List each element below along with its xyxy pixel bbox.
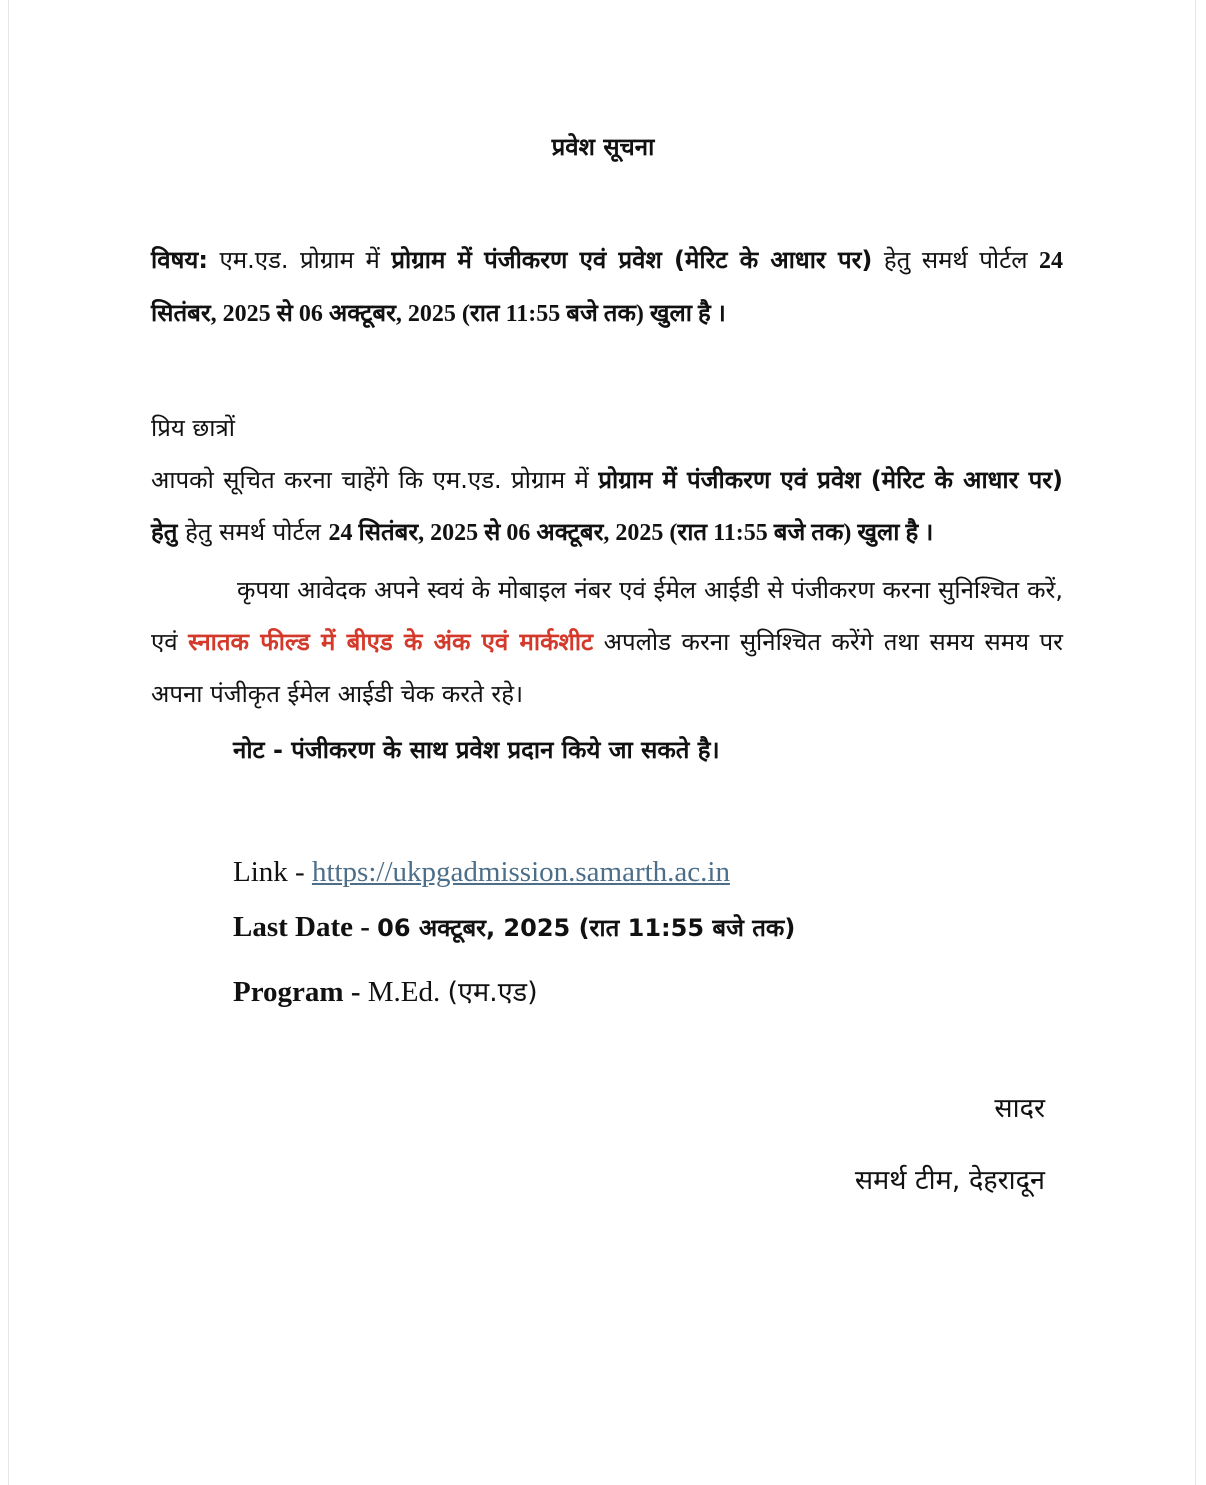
subject-label: विषय: [151, 246, 208, 274]
note-text: नोट - पंजीकरण के साथ प्रवेश प्रदान किये जा सकते है। [233, 736, 720, 764]
closing-text: सादर [994, 1093, 1045, 1124]
last-date-label: Last Date - [233, 911, 378, 943]
subject-text-1: एम.एड. प्रोग्राम में [207, 246, 392, 274]
program-value: M.Ed. [367, 976, 448, 1008]
last-date-value: 06 अक्टूबर, 2025 (रात 11:55 बजे तक) [377, 914, 796, 942]
request-text-2: अपलोड करना सुनिश्चित करेंगे तथा समय समय पर अपना पंजीकृत ईमेल आईडी चेक करते रहे। [151, 628, 1063, 708]
info-text-1: आपको सूचित करना चाहेंगे कि एम.एड. प्रोग्राम में [151, 466, 599, 494]
admission-portal-link[interactable]: https://ukpgadmission.samarth.ac.in [311, 856, 730, 888]
request-paragraph [151, 564, 1063, 720]
link-line [233, 856, 730, 889]
notice-page [8, 0, 1196, 1485]
subject-bold-1: प्रोग्राम में पंजीकरण एवं प्रवेश (मेरिट के आधार पर) [391, 246, 873, 274]
info-bold-1: प्रोग्राम में पंजीकरण एवं प्रवेश (मेरिट के आधार पर) हेतु [151, 466, 1063, 546]
program-line [233, 972, 538, 1009]
greeting: प्रिय छात्रों [151, 414, 235, 442]
subject-text-2: हेतु समर्थ पोर्टल [872, 246, 1039, 274]
request-highlight: स्नातक फील्ड में बीएड के अंक एवं मार्कशीट [188, 628, 594, 656]
info-text-2: हेतु समर्थ पोर्टल [177, 518, 329, 546]
subject-dates: 24 सितंबर, 2025 से 06 अक्टूबर, 2025 (रात 11:55 बजे तक) खुला है । [151, 248, 1063, 327]
last-date-line [233, 911, 795, 944]
request-text-1: कृपया आवेदक अपने स्वयं के मोबाइल नंबर एवं ईमेल आईडी से पंजीकरण करना सुनिश्चित करें, एवं [151, 576, 1063, 656]
notice-title: प्रवेश सूचना [551, 133, 655, 161]
subject-paragraph [151, 234, 1063, 340]
program-value-hindi: (एम.एड) [447, 977, 538, 1008]
link-label: Link - [233, 856, 312, 888]
signature: समर्थ टीम, देहरादून [854, 1165, 1045, 1196]
info-paragraph [151, 454, 1063, 559]
info-dates: 24 सितंबर, 2025 से 06 अक्टूबर, 2025 (रात 11:55 बजे तक) खुला है । [328, 520, 934, 546]
program-label: Program - [233, 976, 368, 1008]
